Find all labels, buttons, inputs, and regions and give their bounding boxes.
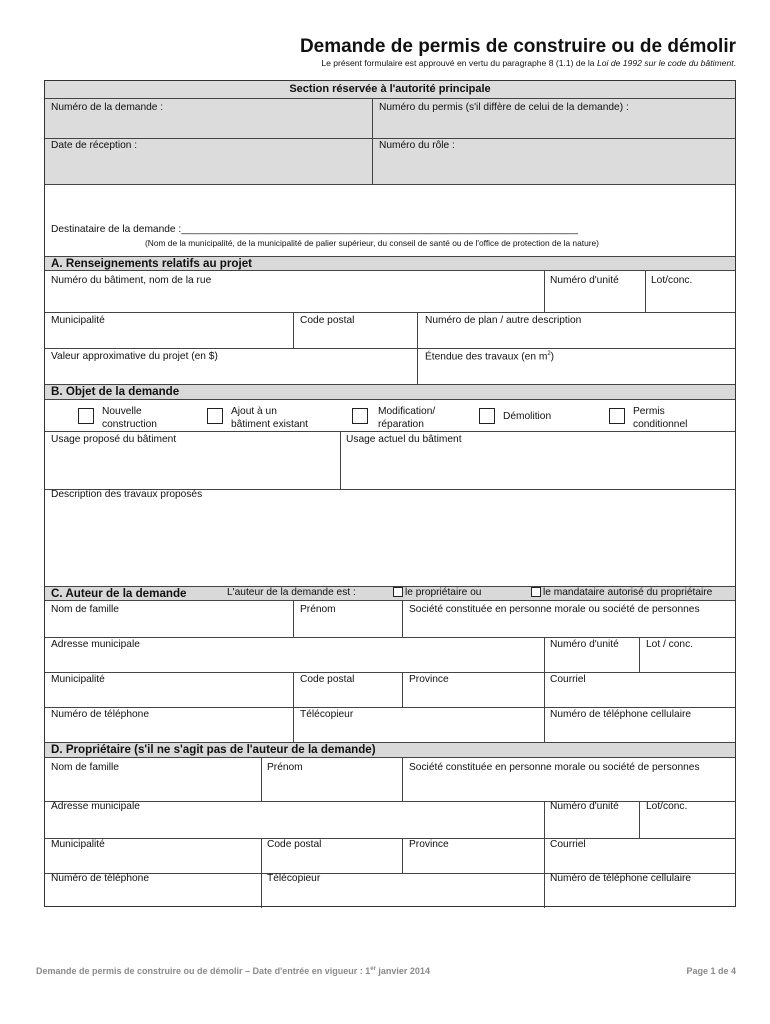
demolition-checkbox[interactable] — [479, 408, 495, 424]
d-cell-field[interactable]: Numéro de téléphone cellulaire — [550, 873, 692, 884]
demand-number-field[interactable]: Numéro de la demande : — [51, 102, 164, 113]
d-first-name-field[interactable]: Prénom — [267, 762, 303, 773]
d-fax-field[interactable]: Télécopieur — [267, 873, 321, 884]
c-lot-field[interactable]: Lot / conc. — [646, 639, 694, 650]
d-email-field[interactable]: Courriel — [550, 839, 586, 850]
c-owner-checkbox[interactable] — [393, 587, 403, 597]
c-postal-code-field[interactable]: Code postal — [300, 674, 355, 685]
a-municipality-field[interactable]: Municipalité — [51, 315, 105, 326]
a-plan-number-field[interactable]: Numéro de plan / autre description — [425, 315, 582, 326]
proposed-use-field[interactable]: Usage proposé du bâtiment — [51, 434, 177, 445]
section-b-heading: B. Objet de la demande — [45, 384, 735, 400]
d-phone-field[interactable]: Numéro de téléphone — [51, 873, 149, 884]
reception-date-field[interactable]: Date de réception : — [51, 140, 138, 151]
reserved-section — [45, 81, 735, 184]
a-lot-field[interactable]: Lot/conc. — [651, 275, 693, 286]
work-description-field[interactable]: Description des travaux proposés — [51, 489, 203, 500]
a-work-extent-field[interactable]: Étendue des travaux (en $m^2$) — [425, 351, 555, 363]
d-address-field[interactable]: Adresse municipale — [51, 801, 140, 812]
c-fax-field[interactable]: Télécopieur — [300, 709, 354, 720]
section-d-heading: D. Propriétaire (s'il ne s'agit pas de l'auteur de la demande) — [45, 742, 735, 758]
d-corporation-field[interactable]: Société constituée en personne morale ou société de personnes — [409, 762, 700, 773]
recipient-note: (Nom de la municipalité, de la municipalité de palier supérieur, du conseil de santé ou de l'office de protection de la nature) — [145, 238, 599, 248]
roll-number-field[interactable]: Numéro du rôle : — [379, 140, 455, 151]
d-unit-number-field[interactable]: Numéro d'unité — [550, 801, 619, 812]
section-a-heading: A. Renseignements relatifs au projet — [45, 256, 735, 271]
demolition-label: Démolition — [503, 411, 552, 422]
c-province-field[interactable]: Province — [409, 674, 449, 685]
c-corporation-field[interactable]: Société constituée en personne morale ou société de personnes — [409, 604, 700, 615]
c-first-name-field[interactable]: Prénom — [300, 604, 336, 615]
d-postal-code-field[interactable]: Code postal — [267, 839, 322, 850]
d-last-name-field[interactable]: Nom de famille — [51, 762, 119, 773]
c-last-name-field[interactable]: Nom de famille — [51, 604, 119, 615]
new-construction-checkbox[interactable] — [78, 408, 94, 424]
conditional-permit-label: Permis conditionnel — [633, 406, 688, 430]
modification-label: Modification/ réparation — [378, 406, 436, 430]
recipient-field[interactable]: Destinataire de la demande :______________________________________________________________________ — [51, 224, 578, 235]
reserved-heading: Section réservée à l'autorité principale — [289, 83, 491, 95]
c-owner-label: le propriétaire ou — [405, 587, 482, 598]
d-lot-field[interactable]: Lot/conc. — [646, 801, 688, 812]
section-c-heading: C. Auteur de la demande — [45, 586, 735, 601]
footer-left: Demande de permis de construire ou de démolir – Date d'entrée en vigueur : 1er janvier 2014 — [36, 966, 430, 976]
d-province-field[interactable]: Province — [409, 839, 449, 850]
a-building-number-field[interactable]: Numéro du bâtiment, nom de la rue — [51, 275, 212, 286]
permit-form — [44, 80, 736, 907]
permit-number-field[interactable]: Numéro du permis (s'il diffère de celui de la demande) : — [379, 102, 629, 113]
page-number: Page 1 de 4 — [686, 966, 736, 976]
c-municipality-field[interactable]: Municipalité — [51, 674, 105, 685]
a-approx-value-field[interactable]: Valeur approximative du projet (en $) — [51, 351, 218, 362]
new-construction-label: Nouvelle construction — [102, 406, 157, 430]
c-cell-field[interactable]: Numéro de téléphone cellulaire — [550, 709, 692, 720]
d-municipality-field[interactable]: Municipalité — [51, 839, 105, 850]
a-postal-code-field[interactable]: Code postal — [300, 315, 355, 326]
c-agent-label: le mandataire autorisé du propriétaire — [543, 587, 713, 598]
c-address-field[interactable]: Adresse municipale — [51, 639, 140, 650]
c-phone-field[interactable]: Numéro de téléphone — [51, 709, 149, 720]
form-title: Demande de permis de construire ou de démolir — [299, 36, 736, 57]
conditional-permit-checkbox[interactable] — [609, 408, 625, 424]
addition-checkbox[interactable] — [207, 408, 223, 424]
c-email-field[interactable]: Courriel — [550, 674, 586, 685]
current-use-field[interactable]: Usage actuel du bâtiment — [346, 434, 462, 445]
a-unit-number-field[interactable]: Numéro d'unité — [550, 275, 619, 286]
form-subtitle: Le présent formulaire est approuvé en vertu du paragraphe 8 (1.1) de la Loi de 1992 sur le code du bâtiment. — [321, 58, 736, 68]
addition-label: Ajout à un bâtiment existant — [231, 406, 309, 430]
c-agent-checkbox[interactable] — [531, 587, 541, 597]
c-author-is-label: L'auteur de la demande est : — [227, 587, 356, 598]
c-unit-number-field[interactable]: Numéro d'unité — [550, 639, 619, 650]
modification-checkbox[interactable] — [352, 408, 368, 424]
